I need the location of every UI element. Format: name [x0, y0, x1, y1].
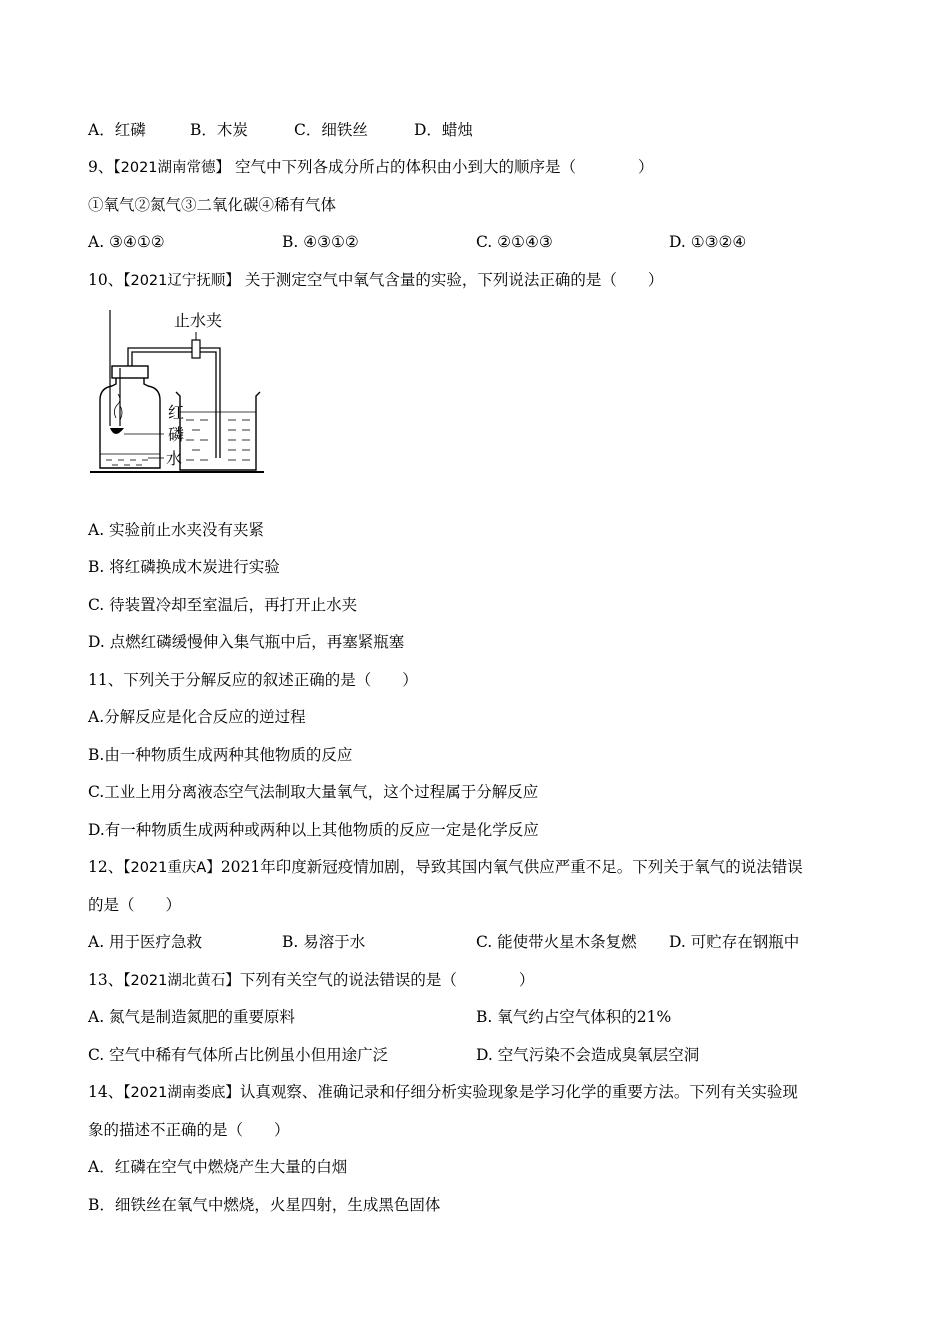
label-phosphorus: 磷	[168, 425, 185, 444]
q9-question	[88, 157, 653, 178]
q11-option-d: D.有一种物质生成两种或两种以上其他物质的反应一定是化学反应	[88, 821, 539, 839]
q13-option-a: A. 氮气是制造氮肥的重要原料	[88, 1008, 296, 1026]
q9-number: 9、	[88, 158, 114, 176]
q11-option-c: C.工业上用分离液态空气法制取大量氧气，这个过程属于分解反应	[88, 783, 539, 801]
q11-option-a: A.分解反应是化合反应的逆过程	[88, 708, 306, 726]
q14-source: 【2021湖南娄底】	[123, 1085, 240, 1101]
q12-option-a: A. 用于医疗急救	[88, 933, 203, 951]
q9-option-b: B. ④③①②	[282, 233, 359, 251]
q8-option-a: A．红磷	[88, 121, 146, 139]
q9-text: 空气中下列各成分所占的体积由小到大的顺序是（ ）	[230, 158, 654, 176]
q9-option-a: A. ③④①②	[88, 233, 165, 251]
label-clamp: 止水夹	[174, 311, 223, 330]
q10-option-d: D. 点燃红磷缓慢伸入集气瓶中后，再塞紧瓶塞	[88, 633, 405, 651]
q12-number: 12、	[88, 858, 124, 876]
q13-option-c: C. 空气中稀有气体所占比例虽小但用途广泛	[88, 1046, 389, 1064]
q10-option-c: C. 待装置冷却至室温后，再打开止水夹	[88, 596, 358, 614]
q9-items: ①氧气②氮气③二氧化碳④稀有气体	[88, 196, 337, 214]
q14-option-a: A．红磷在空气中燃烧产生大量的白烟	[88, 1158, 348, 1176]
q9-option-c: C. ②①④③	[476, 233, 553, 251]
label-water: 水	[166, 449, 183, 468]
q14-question-cont: 象的描述不正确的是（ ）	[88, 1121, 290, 1139]
q12-text: 2021年印度新冠疫情加剧，导致其国内氧气供应严重不足。下列关于氧气的说法错误	[220, 858, 803, 876]
q8-option-b: B．木炭	[190, 121, 248, 139]
q10-number: 10、	[88, 271, 124, 289]
q9-option-d: D. ①③②④	[669, 233, 747, 251]
q8-option-c: C．细铁丝	[294, 121, 368, 139]
q14-option-b: B．细铁丝在氧气中燃烧，火星四射，生成黑色固体	[88, 1196, 441, 1214]
q12-option-b: B. 易溶于水	[282, 933, 366, 951]
q13-question	[88, 970, 534, 991]
q12-source: 【2021重庆A】	[123, 860, 221, 876]
q10-text: 关于测定空气中氧气含量的实验，下列说法正确的是（ ）	[239, 271, 664, 289]
q9-source: 【2021湖南常德】	[113, 160, 231, 176]
q12-option-c: C. 能使带火星木条复燃	[476, 933, 637, 951]
q8-option-d: D．蜡烛	[414, 121, 473, 139]
q11-question: 11、下列关于分解反应的叙述正确的是（ ）	[88, 671, 418, 689]
q14-text: 认真观察、准确记录和仔细分析实验现象是学习化学的重要方法。下列有关实验现	[239, 1083, 798, 1101]
q12-question-cont: 的是（ ）	[88, 896, 182, 914]
q13-option-d: D. 空气污染不会造成臭氧层空洞	[476, 1046, 700, 1064]
q12-question	[88, 857, 803, 878]
q10-option-b: B. 将红磷换成木炭进行实验	[88, 558, 280, 576]
q10-question	[88, 270, 663, 291]
q14-question	[88, 1082, 798, 1103]
q13-text: 下列有关空气的说法错误的是（ ）	[239, 971, 535, 989]
q13-number: 13、	[88, 971, 124, 989]
q11-option-b: B.由一种物质生成两种其他物质的反应	[88, 746, 353, 764]
q10-apparatus-diagram	[88, 308, 268, 476]
q13-source: 【2021湖北黄石】	[123, 973, 240, 989]
q14-number: 14、	[88, 1083, 124, 1101]
label-red: 红	[168, 403, 185, 422]
q12-option-d: D. 可贮存在钢瓶中	[669, 933, 800, 951]
q10-source: 【2021辽宁抚顺】	[123, 273, 240, 289]
q13-option-b: B. 氧气约占空气体积的21%	[476, 1008, 672, 1026]
q10-option-a: A. 实验前止水夹没有夹紧	[88, 521, 265, 539]
